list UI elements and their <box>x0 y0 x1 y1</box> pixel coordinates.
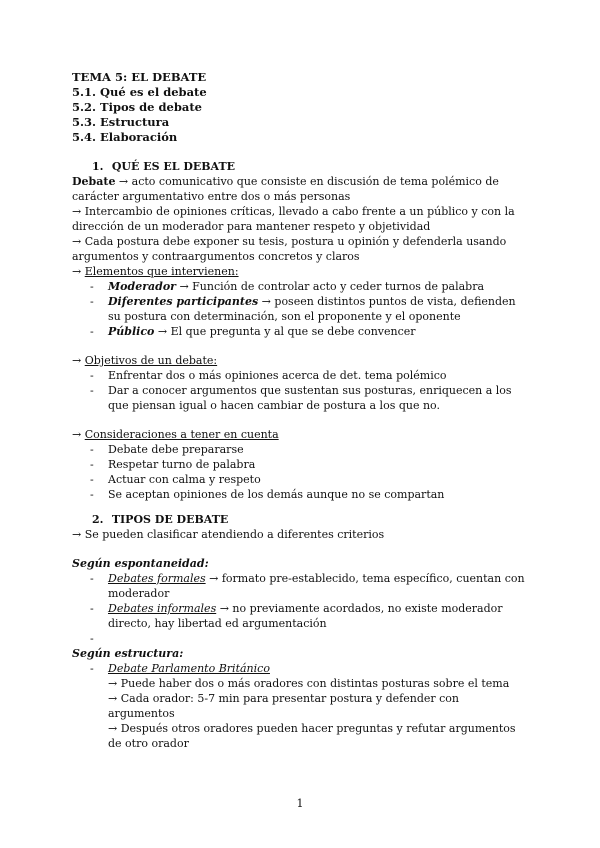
list-item <box>72 324 528 339</box>
section-number: 1. <box>92 160 104 173</box>
item-term: Público <box>108 325 155 338</box>
section-number: 2. <box>92 513 104 526</box>
section-title: TIPOS DE DEBATE <box>111 513 229 526</box>
toc-item: 5.1. Qué es el debate <box>72 85 207 99</box>
item-term: Debate Parlamento Británico <box>108 662 270 675</box>
item-term: Diferentes participantes <box>108 295 259 308</box>
elementos-title: Elementos que intervienen: <box>84 265 239 278</box>
parlamento-details <box>72 676 528 751</box>
paragraph: → Se pueden clasificar atendiendo a diferentes criterios <box>72 528 385 541</box>
list-item-empty <box>72 631 528 646</box>
list-item: - Respetar turno de palabra <box>72 457 528 472</box>
section-2-heading <box>92 512 528 527</box>
estructura-heading: Según estructura: <box>72 647 184 660</box>
arrow-glyph: → <box>72 354 85 367</box>
list-item: - Se aceptan opiniones de los demás aunque no se compartan <box>72 487 528 502</box>
detail-line: → Puede haber dos o más oradores con distintas posturas sobre el tema <box>108 677 510 690</box>
consideraciones-heading <box>72 427 528 442</box>
page-number: 1 <box>296 797 304 810</box>
item-text: → Función de controlar acto y ceder turnos de palabra <box>175 280 485 293</box>
item-term: Debates formales <box>108 572 206 585</box>
table-of-contents <box>72 70 528 145</box>
definition-term: Debate <box>72 175 116 188</box>
item-term: Debates informales <box>108 602 217 615</box>
paragraph: → Cada postura debe exponer su tesis, postura u opinión y defenderla usando argumentos y contraargumentos concretos y claros <box>72 235 507 263</box>
list-item: - Debate debe prepararse <box>72 442 528 457</box>
objetivos-heading <box>72 353 528 368</box>
item-text: → poseen distintos puntos de vista, defienden su postura con determinación, son el proponente y el oponente <box>108 295 516 323</box>
objetivos-list <box>72 368 528 413</box>
toc-item: 5.3. Estructura <box>72 115 170 129</box>
document-page <box>72 70 528 751</box>
list-item: - Actuar con calma y respeto <box>72 472 528 487</box>
list-item <box>72 601 528 631</box>
elementos-heading <box>72 264 528 279</box>
item-term: Moderador <box>108 280 176 293</box>
item-text: → El que pregunta y al que se debe convencer <box>154 325 416 338</box>
toc-title: TEMA 5: EL DEBATE <box>72 70 207 84</box>
list-item: - Enfrentar dos o más opiniones acerca de det. tema polémico <box>72 368 528 383</box>
list-item <box>72 294 528 324</box>
paragraph: → Intercambio de opiniones críticas, llevado a cabo frente a un público y con la dirección de un moderador para mantener respeto y objetividad <box>72 205 515 233</box>
espontaneidad-heading: Según espontaneidad: <box>72 557 209 570</box>
definition-text: → acto comunicativo que consiste en discusión de tema polémico de carácter argumentativo entre dos o más personas <box>72 175 499 203</box>
estructura-list <box>72 661 528 676</box>
definition-paragraph <box>72 174 528 204</box>
list-item: - Dar a conocer argumentos que sustentan sus posturas, enriquecen a los que piensan igual o hacen cambiar de postura a los que no. <box>72 383 528 413</box>
espontaneidad-list <box>72 571 528 646</box>
toc-item: 5.2. Tipos de debate <box>72 100 202 114</box>
toc-item: 5.4. Elaboración <box>72 130 178 144</box>
objetivos-title: Objetivos de un debate: <box>84 354 218 367</box>
detail-line: → Después otros oradores pueden hacer preguntas y refutar argumentos de otro orador <box>108 722 516 750</box>
arrow-glyph: → <box>72 265 85 278</box>
section-1-heading <box>92 159 528 174</box>
consideraciones-title: Consideraciones a tener en cuenta <box>84 428 279 441</box>
consideraciones-list <box>72 442 528 502</box>
list-item <box>72 279 528 294</box>
item-text: → formato pre-establecido, tema específico, cuentan con moderador <box>108 572 525 600</box>
arrow-glyph: → <box>72 428 85 441</box>
item-text: → no previamente acordados, no existe moderador directo, hay libertad ed argumentación <box>108 602 503 630</box>
list-item <box>72 571 528 601</box>
section-title: QUÉ ES EL DEBATE <box>111 160 236 173</box>
list-item <box>72 661 528 676</box>
elementos-list <box>72 279 528 339</box>
detail-line: → Cada orador: 5-7 min para presentar postura y defender con argumentos <box>108 692 460 720</box>
